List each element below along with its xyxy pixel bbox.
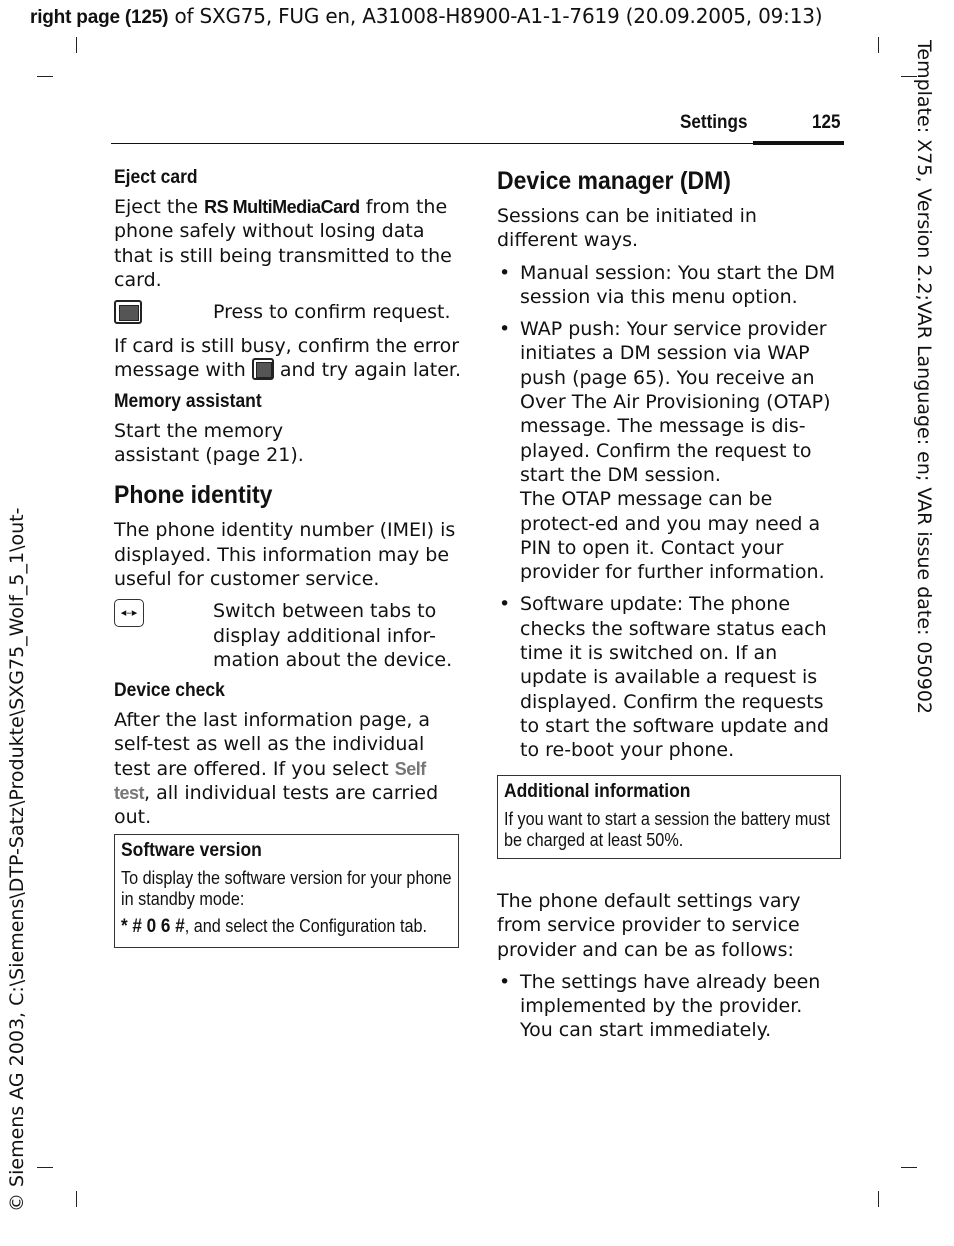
crop-mark <box>901 1167 917 1168</box>
device-manager-heading: Device manager (DM) <box>497 167 731 195</box>
eject-card-heading: Eject card <box>114 167 198 188</box>
software-version-title: Software version <box>121 840 262 861</box>
crop-mark <box>76 1191 77 1207</box>
running-head-title: Settings <box>680 112 748 133</box>
crop-mark <box>37 76 53 77</box>
eject-text-pre: Eject the <box>114 196 205 218</box>
software-version-box <box>114 834 459 948</box>
header-rule <box>111 143 844 144</box>
crop-mark <box>76 37 77 53</box>
eject-text-post: from the phone safely without losing data that is still being transmitted to the card. <box>114 196 452 291</box>
copyright-path-vertical: © Siemens AG 2003, C:\Siemens\DTP-Satz\Produkte\SXG75_Wolf_5_1\out- <box>6 507 28 1212</box>
menu-term-self-test: Self test <box>114 758 426 804</box>
list-item: • Software update: The phone checks the software status each time it is switched on. If an update is available a request is displayed. Confirm the requests to start the software update and to re-boot your phone. <box>497 592 841 762</box>
device-manager-intro: Sessions can be initiated in different ways. <box>497 205 757 252</box>
softkey-icon <box>252 358 274 380</box>
right-column <box>497 167 841 771</box>
session-types-list <box>497 261 841 763</box>
card-busy-pre: If card is still busy, confirm the error message with <box>114 335 460 382</box>
list-item <box>497 317 841 584</box>
eject-card-text <box>114 195 464 292</box>
production-header-page: right page (125) <box>30 7 169 28</box>
production-header-info: of SXG75, FUG en, A31008-H8900-A1-1-7619 (20.09.2005, 09:13) <box>168 4 823 28</box>
phone-identity-text: The phone identity number (IMEI) is displayed. This information may be useful for customer service. <box>114 519 456 590</box>
defaults-text: The phone default settings vary from service provider to service provider and can be as follows: <box>497 890 801 961</box>
list-item: • Manual session: You start the DM session via this menu option. <box>497 261 841 310</box>
device-check-pre: After the last information page, a self-test as well as the individual test are offered. If you select <box>114 709 431 780</box>
software-version-text: To display the software version for your phone in standby mode: <box>121 868 452 909</box>
header-rule-accent <box>753 141 844 145</box>
crop-mark <box>878 37 879 53</box>
software-version-instruction <box>121 916 452 937</box>
nav-left-right-key-icon: ◂–▸ <box>114 599 144 627</box>
menu-term-rs-mmc: RS MultiMediaCard <box>204 197 360 217</box>
page-number: 125 <box>812 112 841 133</box>
memory-assistant-text: Start the memory assistant (page 21). <box>114 419 304 467</box>
key-sequence-code: * # 0 6 # <box>121 916 185 937</box>
defaults-list <box>497 970 841 1043</box>
additional-info-title: Additional information <box>504 781 691 802</box>
template-info-vertical: Template: X75, Version 2.2;VAR Language: en; VAR issue date: 050902 <box>913 40 935 715</box>
crop-mark <box>37 1167 53 1168</box>
otap-note-text: The OTAP message can be protect-ed and you may need a PIN to open it. Contact your provider for further information. <box>520 488 825 584</box>
confirm-key-text: Press to confirm request. <box>213 301 451 324</box>
confirm-key-row <box>114 300 464 328</box>
additional-info-box <box>497 775 841 859</box>
memory-assistant-heading: Memory assistant <box>114 390 262 412</box>
crop-mark <box>878 1191 879 1207</box>
phone-identity-heading: Phone identity <box>114 481 273 510</box>
card-busy-post: and try again later. <box>273 359 462 382</box>
production-header <box>30 4 822 29</box>
softkey-icon <box>114 300 142 324</box>
software-version-tab-text: , and select the Configuration tab. <box>184 916 427 936</box>
additional-info-text: If you want to start a session the battery must be charged at least 50%. <box>504 809 830 850</box>
tab-switch-key-row <box>114 599 464 672</box>
card-busy-text <box>114 334 464 383</box>
device-check-text <box>114 708 464 829</box>
left-column <box>114 167 464 838</box>
device-check-heading: Device check <box>114 680 225 702</box>
tab-switch-text: Switch between tabs to display additional infor-mation about the device. <box>213 600 453 671</box>
device-check-post: , all individual tests are carried out. <box>114 782 439 829</box>
right-column-lower <box>497 889 841 1051</box>
wap-push-text: WAP push: Your service provider initiates a DM session via WAP push (page 65). You receive an Over The Air Provisioning (OTAP) message. The message is dis-played. Confirm the request to start the DM session. <box>520 318 831 486</box>
list-item: • The settings have already been implemented by the provider. You can start immediately. <box>497 970 841 1043</box>
